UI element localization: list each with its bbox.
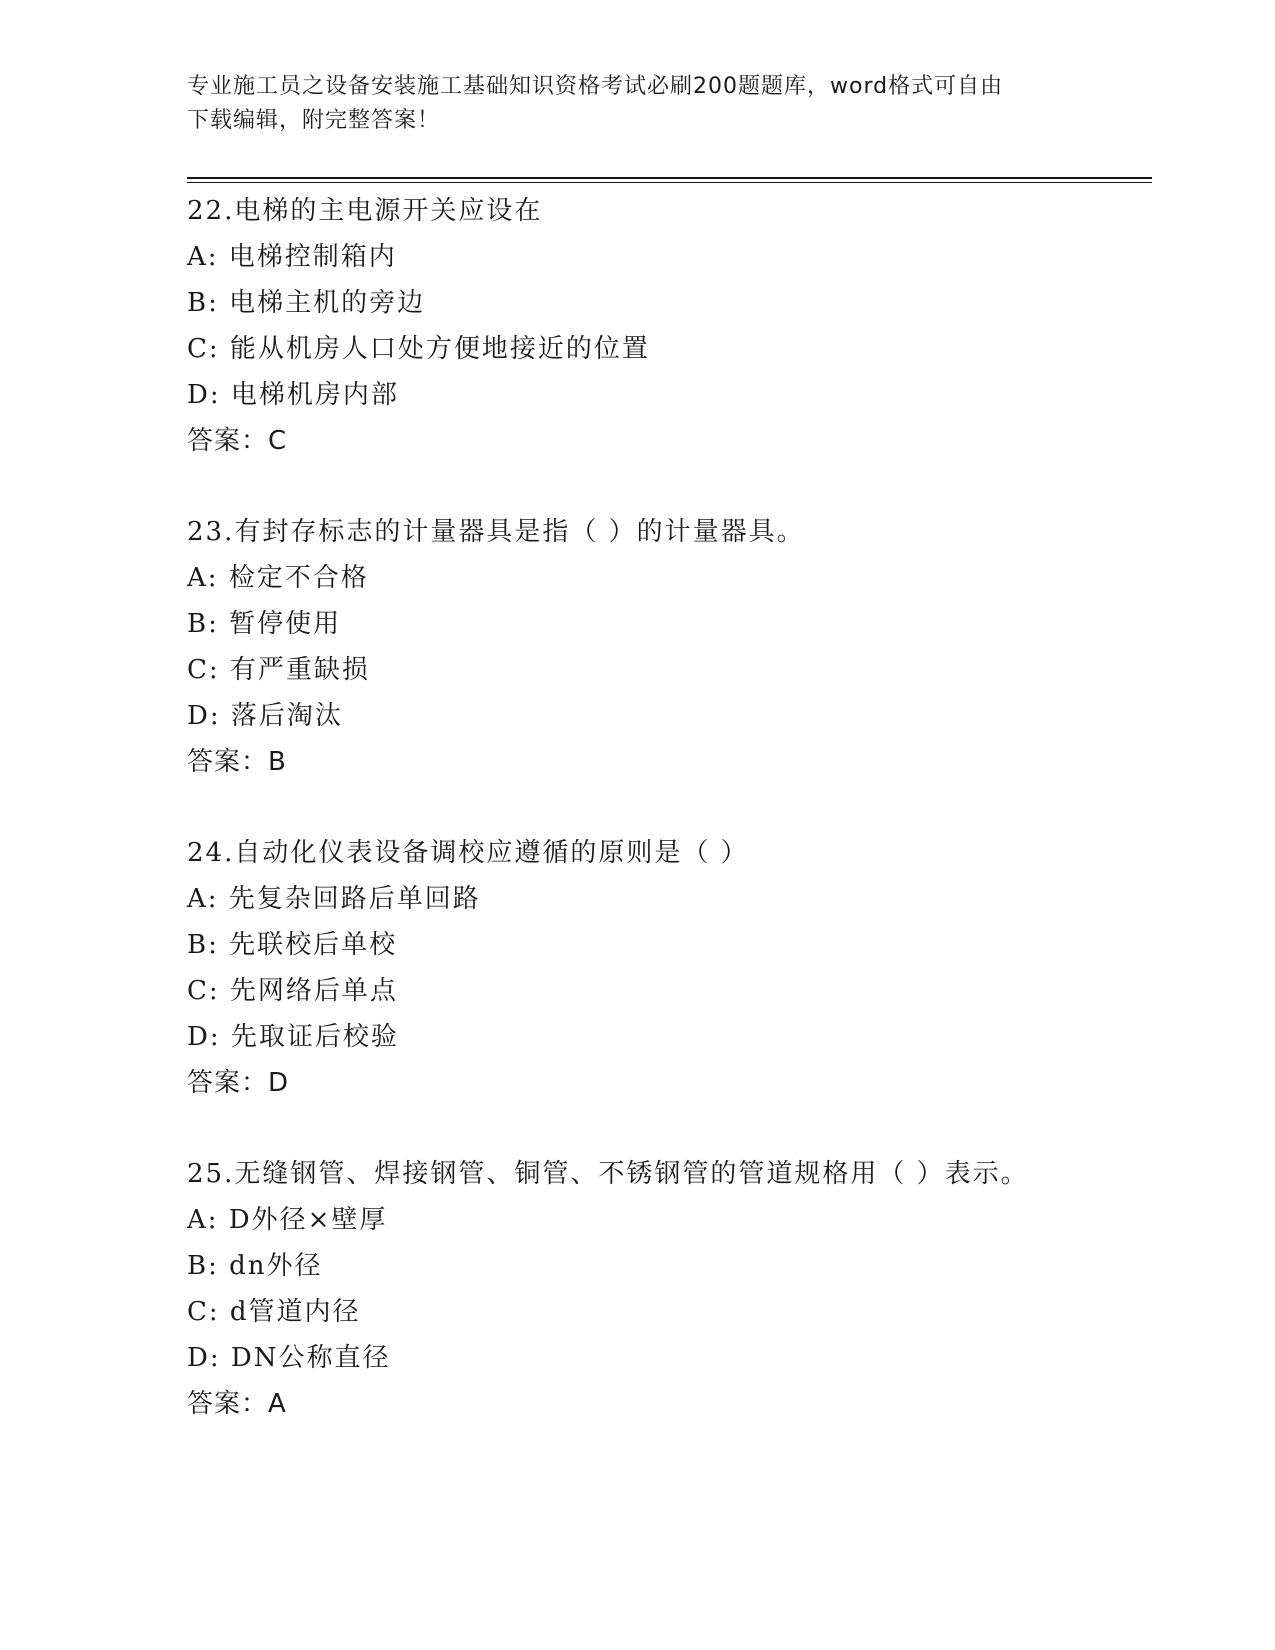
question-23 <box>187 509 1147 785</box>
question-stem: 24.自动化仪表设备调校应遵循的原则是（ ） <box>187 838 749 868</box>
answer-label: 答案：D <box>187 1068 290 1098</box>
question-list <box>187 188 1147 1472</box>
option-d: D: 电梯机房内部 <box>187 380 399 410</box>
answer-label: 答案：C <box>187 426 288 456</box>
option-a: A: 电梯控制箱内 <box>187 242 397 272</box>
answer-label: 答案：B <box>187 747 287 777</box>
option-b: B: dn外径 <box>187 1251 323 1281</box>
question-24 <box>187 830 1147 1106</box>
header-line-1: 专业施工员之设备安装施工基础知识资格考试必刷200题题库，word格式可自由 <box>187 74 1004 99</box>
option-d: D: 先取证后校验 <box>187 1022 399 1052</box>
header-divider-thin <box>187 182 1152 183</box>
option-b: B: 先联校后单校 <box>187 930 398 960</box>
option-a: A: 先复杂回路后单回路 <box>187 884 481 914</box>
option-c: C: d管道内径 <box>187 1297 361 1327</box>
option-c: C: 能从机房人口处方便地接近的位置 <box>187 334 650 364</box>
question-22 <box>187 188 1147 464</box>
question-25 <box>187 1151 1147 1427</box>
option-d: D: 落后淘汰 <box>187 701 343 731</box>
option-b: B: 电梯主机的旁边 <box>187 288 426 318</box>
option-d: D: DN公称直径 <box>187 1343 391 1373</box>
option-b: B: 暂停使用 <box>187 609 342 639</box>
option-a: A: D外径×壁厚 <box>187 1205 388 1235</box>
question-stem: 23.有封存标志的计量器具是指（ ）的计量器具。 <box>187 517 805 547</box>
answer-label: 答案：A <box>187 1389 287 1419</box>
document-header <box>187 70 1067 138</box>
question-stem: 25.无缝钢管、焊接钢管、铜管、不锈钢管的管道规格用（ ）表示。 <box>187 1159 1029 1189</box>
option-c: C: 有严重缺损 <box>187 655 370 685</box>
header-line-2: 下载编辑，附完整答案！ <box>187 108 441 133</box>
header-divider-thick <box>187 177 1152 179</box>
question-stem: 22.电梯的主电源开关应设在 <box>187 196 543 226</box>
option-a: A: 检定不合格 <box>187 563 369 593</box>
option-c: C: 先网络后单点 <box>187 976 398 1006</box>
